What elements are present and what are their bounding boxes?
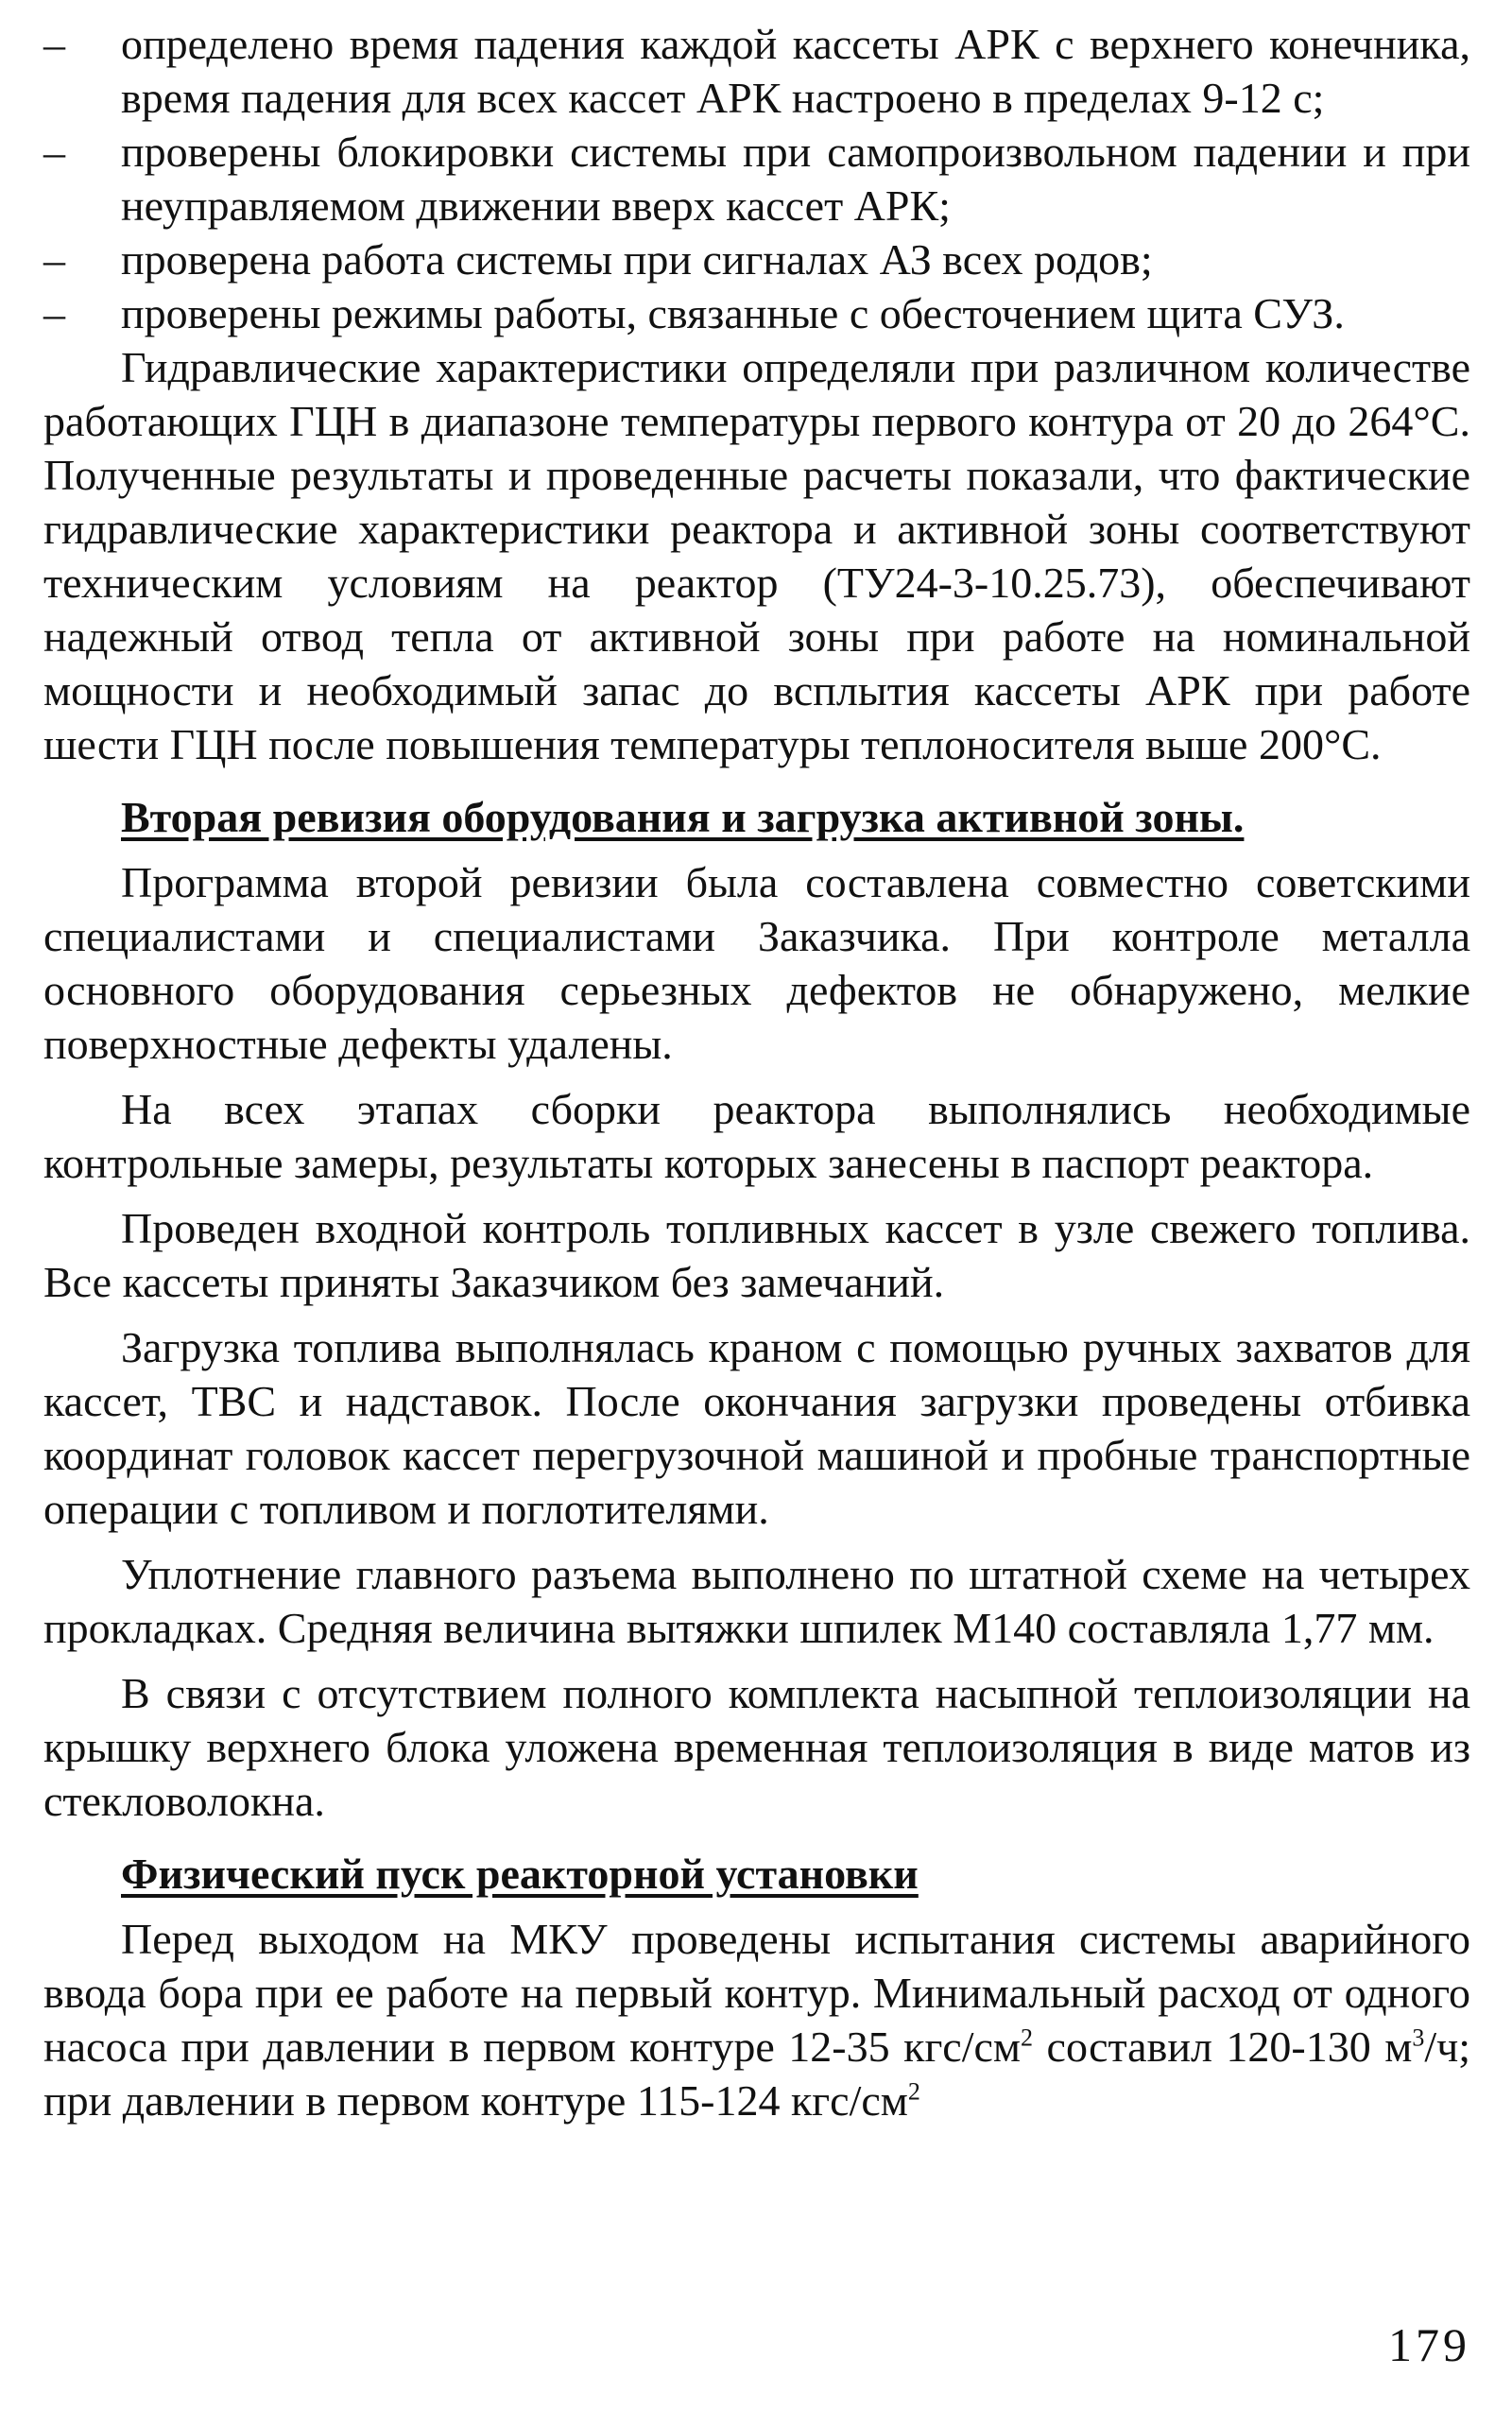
- section-heading-startup: Физический пуск реакторной установки: [121, 1850, 919, 1898]
- revision-paragraph: На всех этапах сборки реактора выполнялись необходимые контрольные замеры, результаты которых занесены в паспорт реактора.: [43, 1085, 1470, 1187]
- revision-paragraph: Уплотнение главного разъема выполнено по штатной схеме на четырех прокладках. Средняя величина вытяжки шпилек М140 составляла 1,77 мм.: [43, 1550, 1470, 1652]
- startup-paragraph: [43, 1912, 1470, 2127]
- list-item: [43, 17, 1470, 125]
- startup-text-unit: /ч; при давлении в первом контуре 115-124 кгс/см: [43, 2023, 1471, 2125]
- dash-marker: –: [43, 289, 65, 337]
- section-heading-revision: Вторая ревизия оборудования и загрузка активной зоны.: [121, 793, 1245, 841]
- superscript-two: 2: [1021, 2023, 1034, 2052]
- bullet-list: [43, 17, 1470, 340]
- superscript-two: 2: [907, 2077, 920, 2106]
- hydraulics-paragraph: Гидравлические характеристики определяли при различном количестве работающих ГЦН в диапазоне температуры первого контура от 20 до 264°С. Полученные результаты и проведенные расчеты показали, что фактические гидравлические характеристики реактора и активной зоны соответствуют техническим условиям на реактор (ТУ24-3-10.25.73), обеспечивают надежный отвод тепла от активной зоны при работе на номинальной мощности и необходимый запас до всплытия кассеты АРК при работе шести ГЦН после повышения температуры теплоносителя выше 200°С.: [43, 343, 1470, 768]
- revision-paragraph: В связи с отсутствием полного комплекта насыпной теплоизоляции на крышку верхнего блока уложена временная теплоизоляция в виде матов из стекловолокна.: [43, 1669, 1470, 1825]
- dash-marker: –: [43, 235, 65, 284]
- revision-paragraph: Программа второй ревизии была составлена совместно советскими специалистами и специалистами Заказчика. При контроле металла основного оборудования серьезных дефектов не обнаружено, мелкие поверхностные дефекты удалены.: [43, 858, 1470, 1068]
- revision-paragraph: Загрузка топлива выполнялась краном с помощью ручных захватов для кассет, ТВС и надставок. После окончания загрузки проведены отбивка координат головок кассет перегрузочной машиной и пробные транспортные операции с топливом и поглотителями.: [43, 1323, 1470, 1533]
- list-item: [43, 232, 1470, 286]
- dash-marker: –: [43, 20, 65, 68]
- list-item-text: определено время падения каждой кассеты АРК с верхнего конечника, время падения для всех кассет АРК настроено в пределах 9-12 с;: [121, 20, 1470, 122]
- dash-marker: –: [43, 128, 65, 176]
- list-item-text: проверены режимы работы, связанные с обесточением щита СУЗ.: [121, 289, 1345, 337]
- list-item-text: проверены блокировки системы при самопроизвольном падении и при неуправляемом движении вверх кассет АРК;: [121, 128, 1470, 230]
- startup-text-middle: составил 120-130 м: [1033, 2023, 1413, 2071]
- list-item: [43, 286, 1470, 340]
- page-number: 179: [1388, 2318, 1470, 2371]
- revision-paragraph: Проведен входной контроль топливных кассет в узле свежего топлива. Все кассеты приняты Заказчиком без замечаний.: [43, 1204, 1470, 1306]
- list-item: [43, 125, 1470, 232]
- startup-text-start: Перед выходом на МКУ проведены испытания системы аварийного ввода бора при ее работе на первый контур. Минимальный расход от одного насоса при давлении в первом контуре 12-35 кгс/см: [43, 1915, 1470, 2071]
- superscript-three: 3: [1412, 2023, 1425, 2052]
- list-item-text: проверена работа системы при сигналах АЗ всех родов;: [121, 235, 1153, 284]
- document-page: [43, 17, 1470, 2127]
